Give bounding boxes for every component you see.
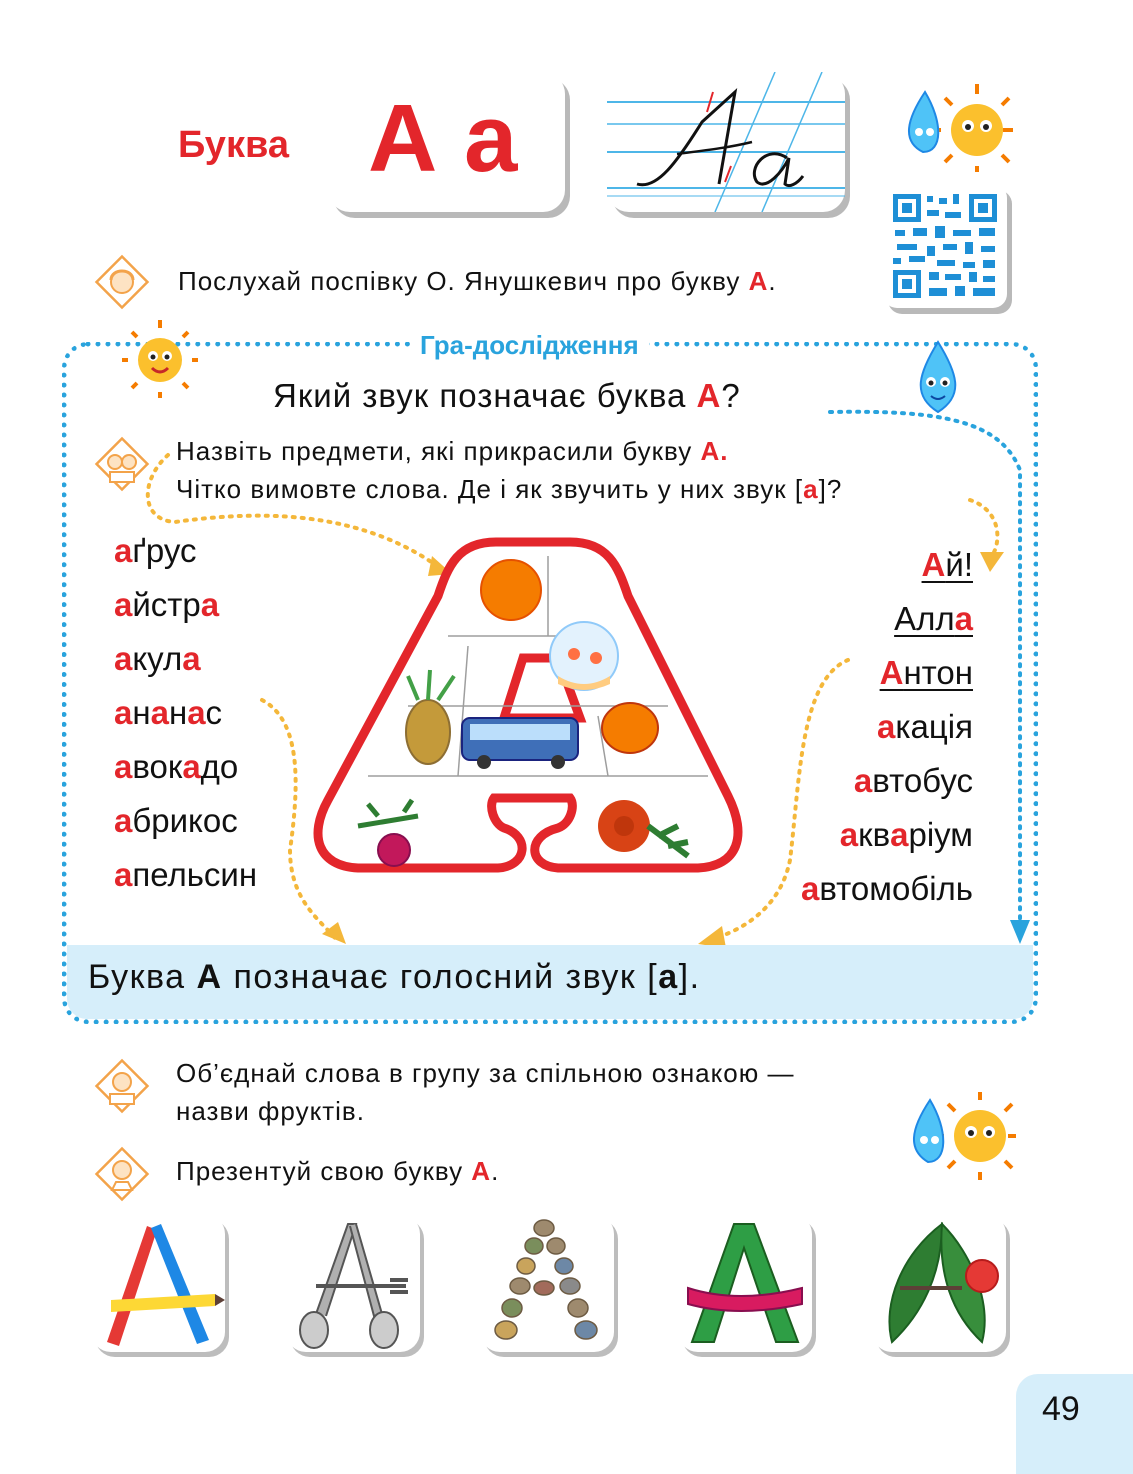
word-part: втомобіль bbox=[819, 870, 973, 907]
highlighted-letter: а bbox=[114, 640, 133, 677]
group-task-text bbox=[176, 1054, 795, 1130]
letter-a-leaves-picture bbox=[872, 1214, 1006, 1352]
letter-a-cutlery-picture bbox=[286, 1214, 420, 1352]
word-part: ріум bbox=[908, 816, 973, 853]
word-part: йстр bbox=[132, 586, 201, 623]
highlighted-letter: а bbox=[853, 762, 873, 799]
right-word bbox=[801, 700, 973, 754]
word-part: с bbox=[205, 694, 223, 731]
highlighted-letter: а bbox=[839, 816, 859, 853]
highlighted-letter: а bbox=[187, 694, 206, 731]
highlighted-letter: а bbox=[890, 816, 909, 853]
highlighted-letter: а bbox=[114, 586, 133, 623]
word-part: Алл bbox=[894, 600, 955, 637]
word-part: н bbox=[132, 694, 151, 731]
conclusion-text: Буква А позначає голосний звук [а]. bbox=[88, 958, 701, 996]
highlighted-letter: а bbox=[114, 532, 133, 569]
right-word bbox=[801, 808, 973, 862]
right-word-list bbox=[801, 538, 973, 916]
highlighted-letter: а bbox=[150, 694, 169, 731]
word-part: н bbox=[168, 694, 188, 731]
letter-lower: а bbox=[464, 85, 518, 192]
header-word: Буква bbox=[178, 124, 289, 166]
instruction-line-1: Назвіть предмети, які прикрасили букву А. bbox=[176, 436, 729, 466]
left-word-list bbox=[114, 524, 257, 902]
word-part: втобус bbox=[872, 762, 973, 799]
left-word bbox=[114, 632, 257, 686]
pencils-letter-icon bbox=[91, 1214, 225, 1352]
word-part: пельсин bbox=[132, 856, 258, 893]
word-part: вок bbox=[132, 748, 183, 785]
drop-and-sun-icon-bottom bbox=[900, 1090, 1016, 1180]
left-word bbox=[114, 524, 257, 578]
highlighted-letter: а bbox=[114, 802, 133, 839]
word-part: нтон bbox=[903, 654, 973, 691]
right-word bbox=[801, 538, 973, 592]
word-part: брикос bbox=[132, 802, 238, 839]
word-part: кація bbox=[895, 708, 973, 745]
right-word bbox=[801, 592, 973, 646]
highlighted-letter: а bbox=[200, 586, 220, 623]
left-word bbox=[114, 794, 257, 848]
group-task-line-2: назви фруктів. bbox=[176, 1096, 365, 1126]
right-word bbox=[801, 862, 973, 916]
decorated-letter-a-illustration bbox=[308, 536, 756, 878]
left-word bbox=[114, 578, 257, 632]
word-part: кул bbox=[132, 640, 183, 677]
game-question: Який звук позначає буква А? bbox=[273, 377, 741, 414]
highlighted-letter: а bbox=[182, 748, 201, 785]
present-task-text: Презентуй свою букву А. bbox=[176, 1156, 500, 1186]
right-word bbox=[801, 754, 973, 808]
highlighted-letter: а bbox=[877, 708, 896, 745]
word-part: й! bbox=[945, 546, 973, 583]
game-title: Гра-дослідження bbox=[410, 330, 649, 361]
highlighted-letter: а bbox=[114, 856, 133, 893]
cutlery-letter-icon bbox=[286, 1214, 420, 1352]
word-part: ґрус bbox=[132, 532, 197, 569]
self-work-icon bbox=[92, 1144, 152, 1204]
word-part: до bbox=[200, 748, 239, 785]
leaves-letter-icon bbox=[872, 1214, 1006, 1352]
left-word bbox=[114, 686, 257, 740]
stones-letter-icon bbox=[480, 1214, 614, 1352]
group-work-icon bbox=[92, 1056, 152, 1116]
highlighted-letter: А bbox=[921, 546, 946, 583]
letter-a-pencils-picture bbox=[91, 1214, 225, 1352]
highlighted-letter: а bbox=[954, 600, 973, 637]
highlighted-letter: а bbox=[114, 694, 133, 731]
listen-instruction: Послухай поспівку О. Янушкевич про букву А. bbox=[178, 266, 777, 296]
highlighted-letter: а bbox=[114, 748, 133, 785]
instruction-line-2: Чітко вимовте слова. Де і як звучить у них звук [а]? bbox=[176, 474, 843, 504]
left-word bbox=[114, 848, 257, 902]
word-part: кв bbox=[858, 816, 891, 853]
ribbon-letter-icon bbox=[678, 1214, 812, 1352]
highlighted-letter: а bbox=[182, 640, 201, 677]
letter-upper: А bbox=[368, 85, 438, 192]
highlighted-letter: А bbox=[879, 654, 904, 691]
left-word bbox=[114, 740, 257, 794]
right-word bbox=[801, 646, 973, 700]
letter-a-ribbon-picture bbox=[678, 1214, 812, 1352]
highlighted-letter: а bbox=[801, 870, 820, 907]
group-task-line-1: Об’єднай слова в групу за спільною ознакою — bbox=[176, 1058, 795, 1088]
letter-a-stones-picture bbox=[480, 1214, 614, 1352]
page-number: 49 bbox=[1042, 1390, 1080, 1428]
